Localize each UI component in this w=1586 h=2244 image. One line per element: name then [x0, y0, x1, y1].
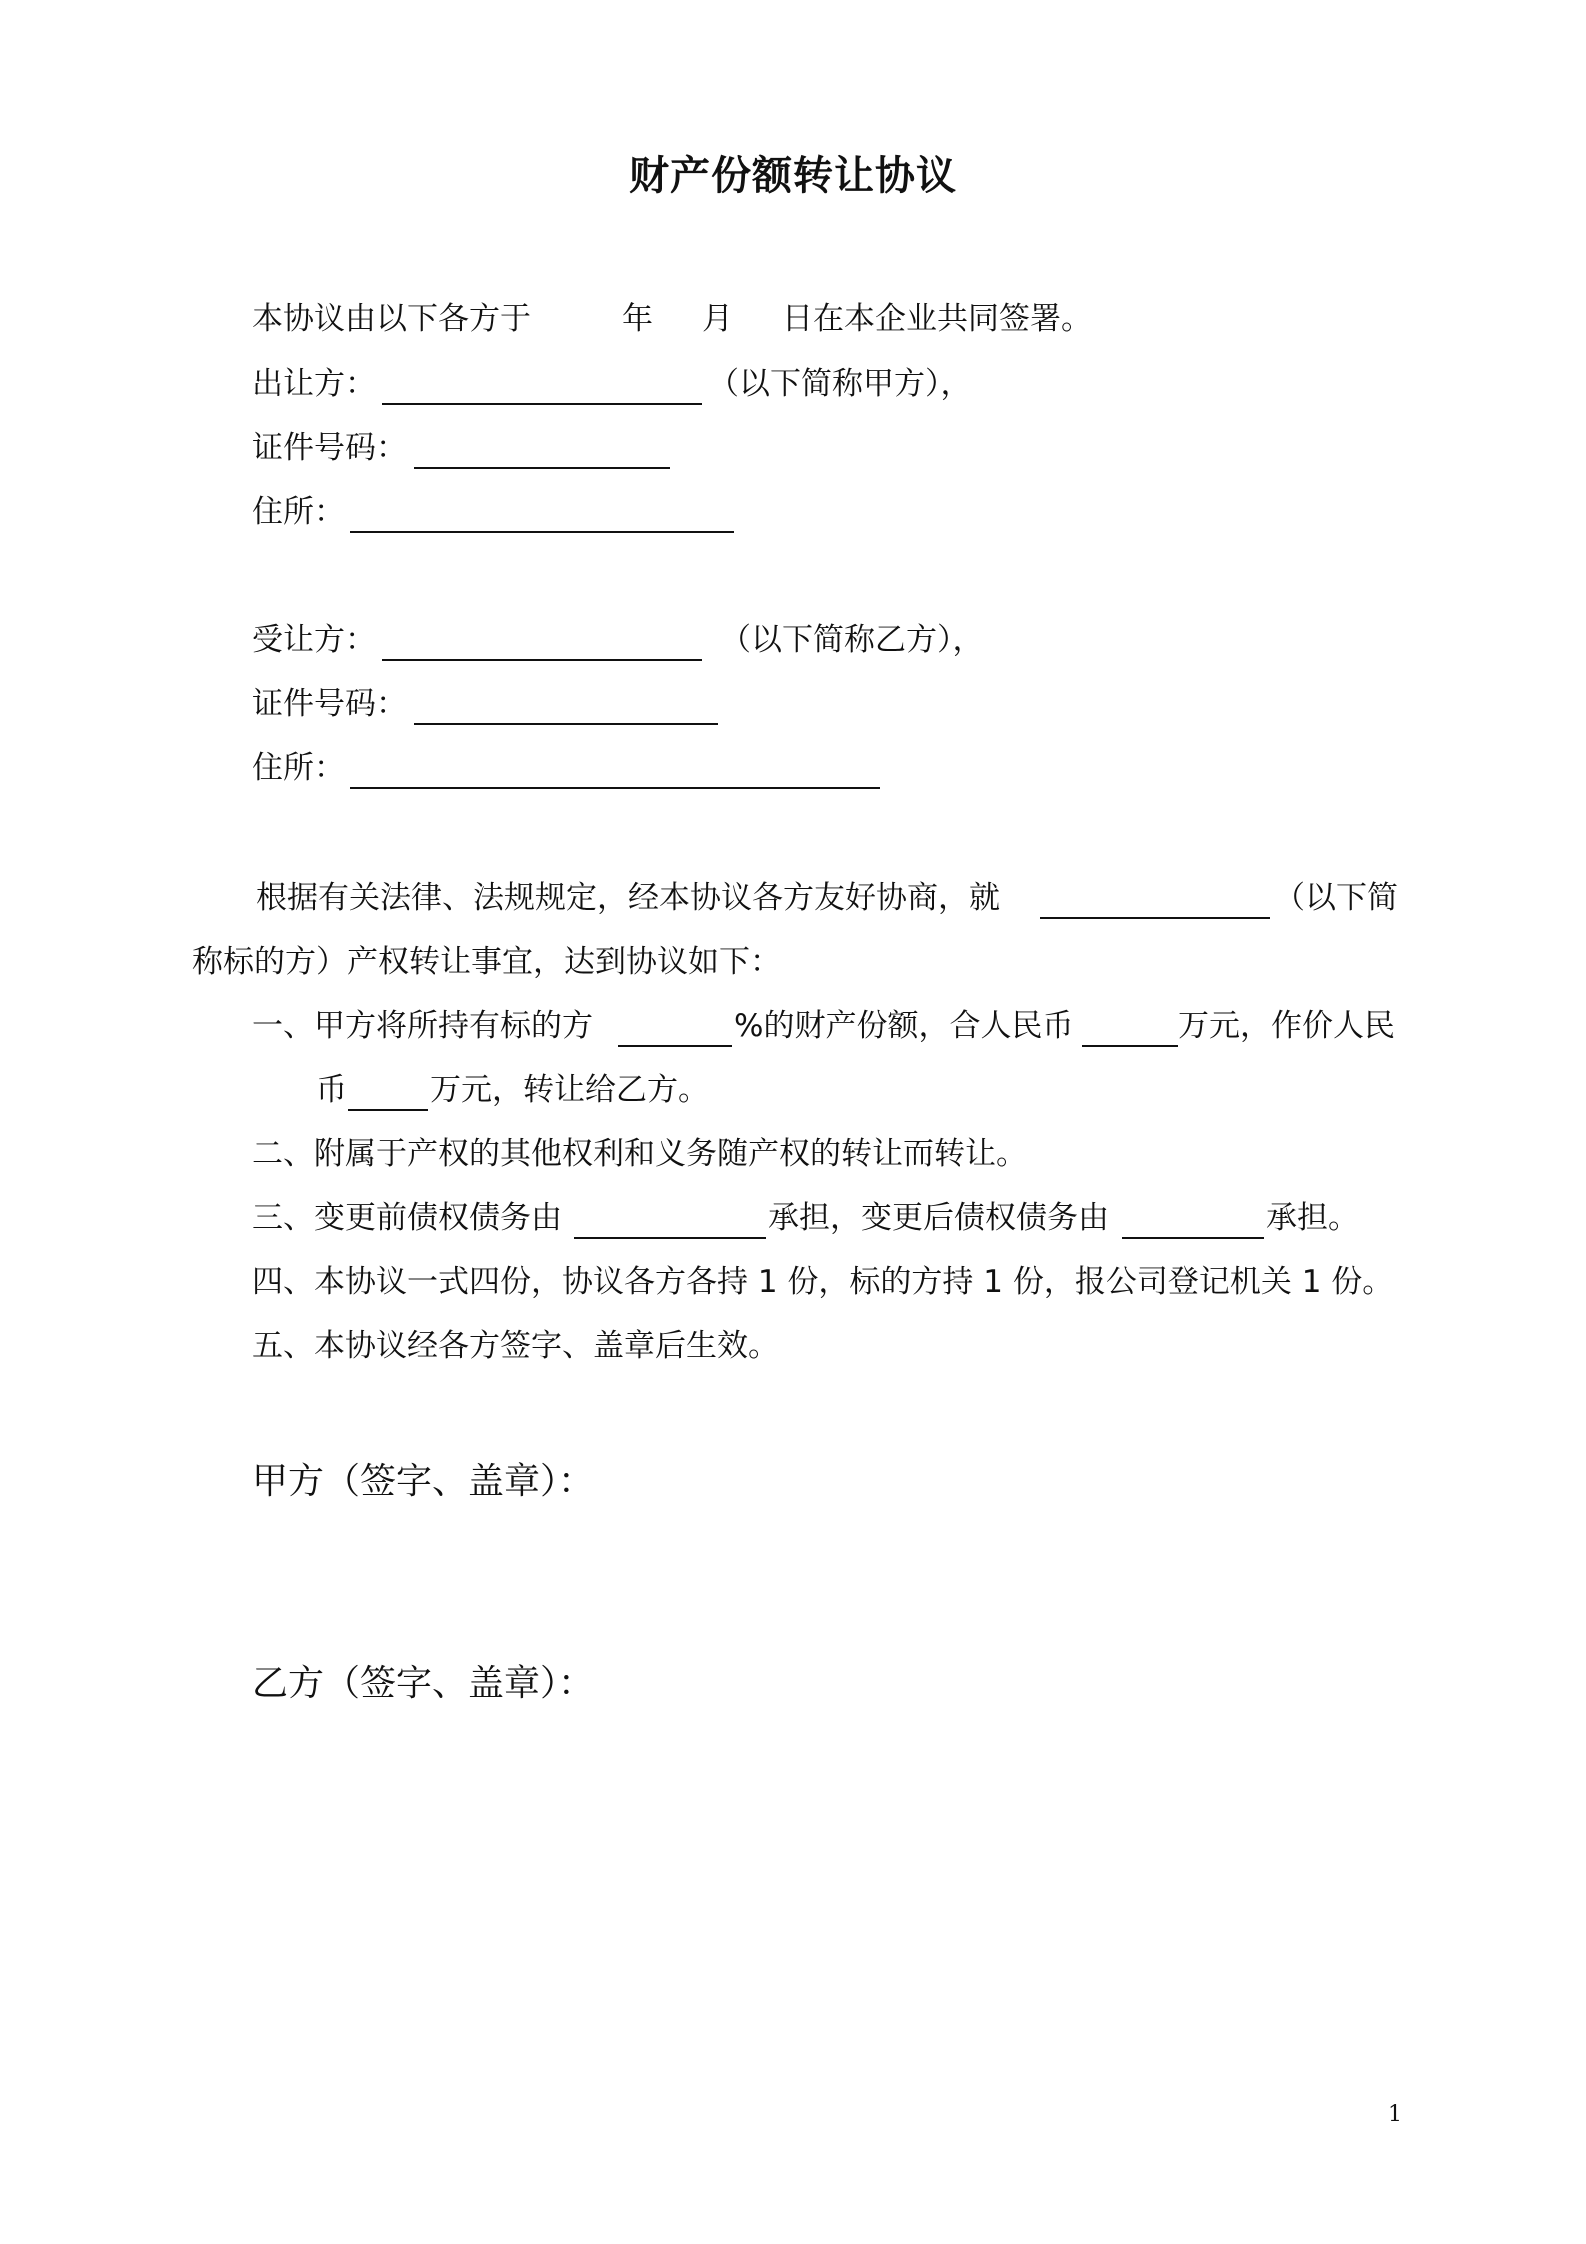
debt-after-blank[interactable] [1122, 1237, 1264, 1239]
price-amount-blank[interactable] [348, 1109, 428, 1111]
clause-2: 二、附属于产权的其他权利和义务随产权的转让而转让。 [252, 1136, 1027, 1172]
party-a-id-blank[interactable] [414, 467, 670, 469]
party-a-id-label: 证件号码： [252, 430, 407, 466]
clause-1-part-b: %的财产份额，合人民币 [734, 1008, 1074, 1044]
clause-5: 五、本协议经各方签字、盖章后生效。 [252, 1328, 779, 1364]
preamble-part2: （以下简 [1274, 880, 1398, 916]
party-b-address-label: 住所： [252, 750, 345, 786]
party-b-address-blank[interactable] [350, 787, 880, 789]
preamble-part1: 根据有关法律、法规规定，经本协议各方友好协商，就 [256, 880, 1000, 916]
intro-month: 月 [702, 301, 733, 337]
party-a-role-label: 出让方： [252, 366, 376, 402]
share-percent-blank[interactable] [618, 1045, 732, 1047]
clause-1-part-a: 一、甲方将所持有标的方 [252, 1008, 593, 1044]
clause-1-part-d: 币 [316, 1072, 347, 1108]
share-amount-blank[interactable] [1082, 1045, 1178, 1047]
debt-before-blank[interactable] [574, 1237, 766, 1239]
intro-year: 年 [622, 301, 653, 337]
party-a-name-blank[interactable] [382, 403, 702, 405]
clause-3-part-c: 承担。 [1266, 1200, 1359, 1236]
party-b-id-label: 证件号码： [252, 686, 407, 722]
document-title: 财产份额转让协议 [629, 153, 957, 199]
party-a-address-label: 住所： [252, 494, 345, 530]
clause-1-part-e: 万元，转让给乙方。 [430, 1072, 709, 1108]
clause-1-part-c: 万元，作价人民 [1178, 1008, 1395, 1044]
clause-4: 四、本协议一式四份，协议各方各持 1 份，标的方持 1 份，报公司登记机关 1 份。 [252, 1264, 1394, 1300]
party-a-role-note: （以下简称甲方）， [708, 366, 972, 402]
preamble-line2: 称标的方）产权转让事宜，达到协议如下： [192, 944, 781, 980]
target-entity-blank[interactable] [1040, 917, 1270, 919]
party-b-signature-label: 乙方（签字、盖章）： [252, 1663, 595, 1704]
page-number: 1 [1388, 2102, 1402, 2127]
party-a-signature-label: 甲方（签字、盖章）： [252, 1461, 595, 1502]
intro-prefix: 本协议由以下各方于 [252, 301, 531, 337]
party-b-role-note: （以下简称乙方）， [720, 622, 984, 658]
party-b-name-blank[interactable] [382, 659, 702, 661]
intro-suffix: 日在本企业共同签署。 [782, 301, 1092, 337]
party-b-id-blank[interactable] [414, 723, 718, 725]
party-b-role-label: 受让方： [252, 622, 376, 658]
clause-3-part-a: 三、变更前债权债务由 [252, 1200, 562, 1236]
party-a-address-blank[interactable] [350, 531, 734, 533]
clause-3-part-b: 承担，变更后债权债务由 [768, 1200, 1109, 1236]
